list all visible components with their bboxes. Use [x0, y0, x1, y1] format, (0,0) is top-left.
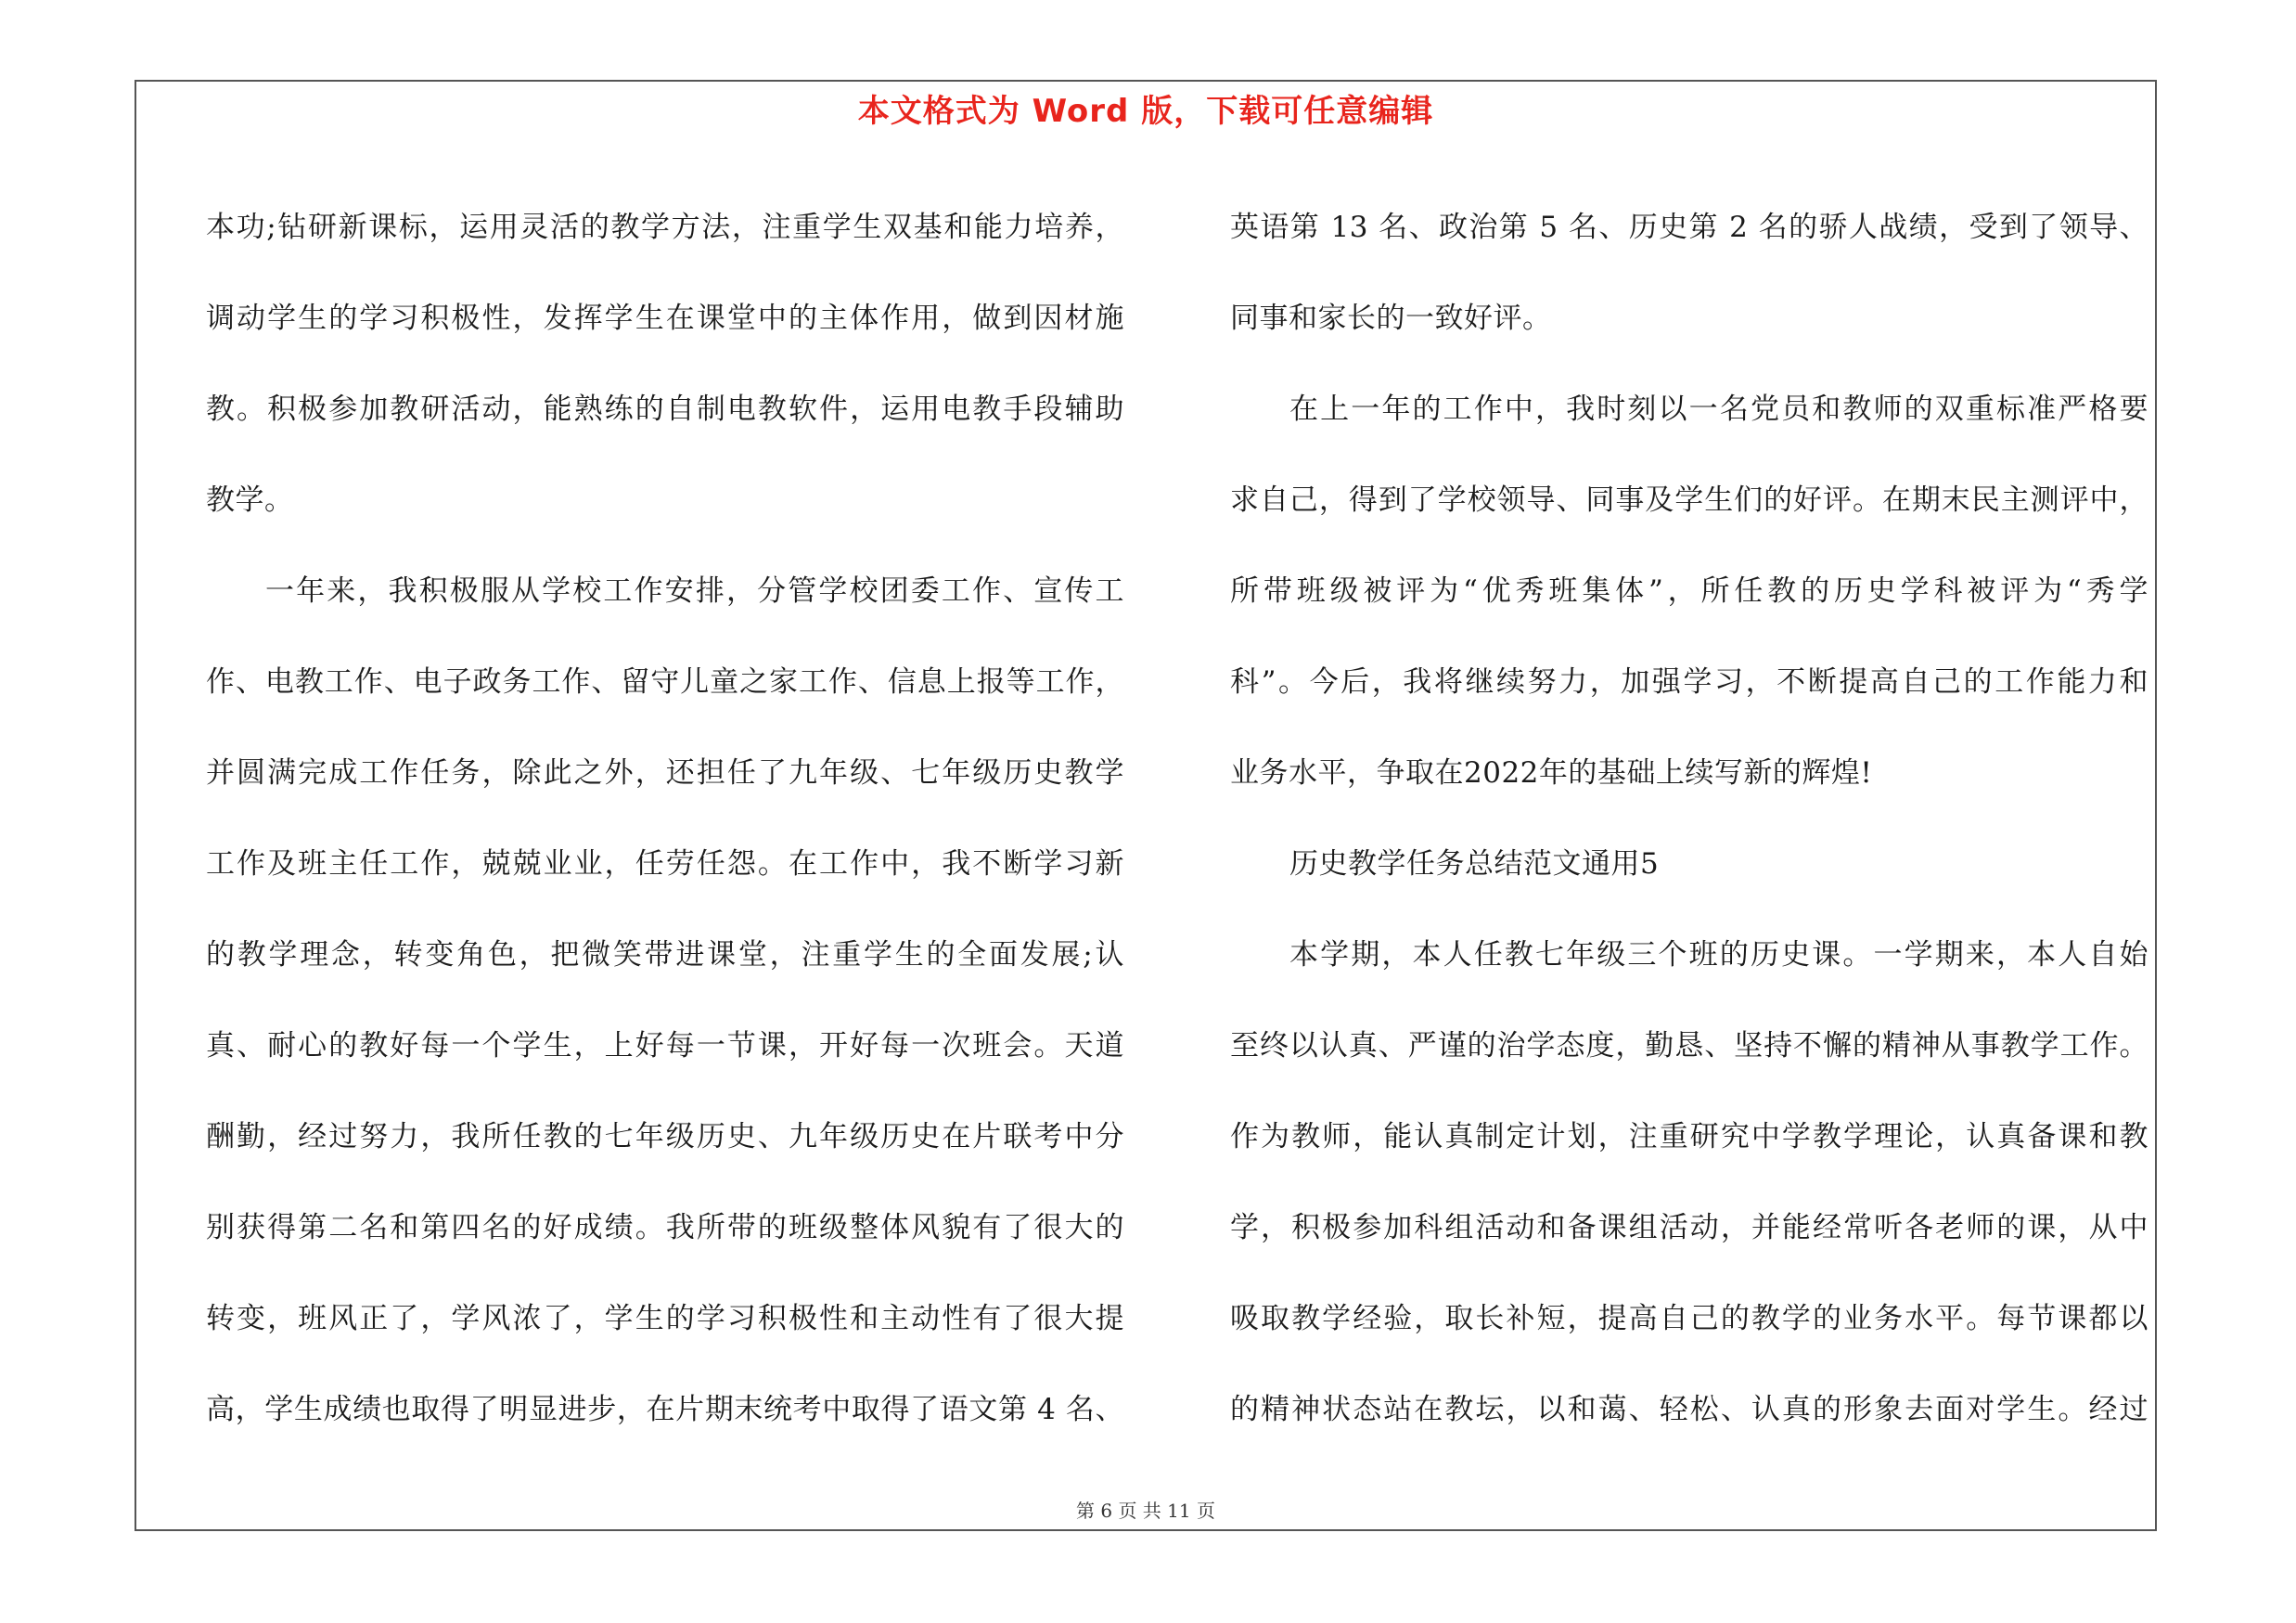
- text-line: 高，学生成绩也取得了明显进步，在片期末统考中取得了语文第 4 名、: [206, 1393, 1124, 1426]
- text-line: 学，积极参加科组活动和备课组活动，并能经常听各老师的课，从中: [1230, 1211, 2148, 1244]
- text-line: 的精神状态站在教坛，以和蔼、轻松、认真的形象去面对学生。经过: [1230, 1393, 2148, 1426]
- text-line: 并圆满完成工作任务，除此之外，还担任了九年级、七年级历史教学: [206, 756, 1124, 790]
- text-line: 作为教师，能认真制定计划，注重研究中学教学理论，认真备课和教: [1230, 1120, 2148, 1153]
- paragraph-start-line: 在上一年的工作中，我时刻以一名党员和教师的双重标准严格要: [1289, 393, 2148, 426]
- document-banner: 本文格式为 Word 版，下载可任意编辑: [857, 93, 1434, 130]
- text-line: 英语第 13 名、政治第 5 名、历史第 2 名的骄人战绩，受到了领导、: [1230, 211, 2148, 244]
- text-line: 作、电教工作、电子政务工作、留守儿童之家工作、信息上报等工作，: [206, 665, 1124, 699]
- text-line: 所带班级被评为“优秀班集体”，所任教的历史学科被评为“秀学: [1230, 574, 2148, 608]
- text-line: 调动学生的学习积极性，发挥学生在课堂中的主体作用，做到因材施: [206, 302, 1124, 335]
- section-heading: 历史教学任务总结范文通用5: [1289, 847, 1660, 881]
- text-line: 的教学理念，转变角色，把微笑带进课堂，注重学生的全面发展;认: [206, 938, 1124, 972]
- text-line: 别获得第二名和第四名的好成绩。我所带的班级整体风貌有了很大的: [206, 1211, 1124, 1244]
- right-column: [1230, 182, 2148, 1455]
- text-line: 业务水平，争取在2022年的基础上续写新的辉煌!: [1230, 756, 1873, 790]
- text-line: 转变，班风正了，学风浓了，学生的学习积极性和主动性有了很大提: [206, 1302, 1124, 1335]
- text-line: 本功;钻研新课标，运用灵活的教学方法，注重学生双基和能力培养，: [206, 211, 1124, 244]
- paragraph-start-line: 本学期，本人任教七年级三个班的历史课。一学期来，本人自始: [1289, 938, 2148, 972]
- text-line: 同事和家长的一致好评。: [1230, 302, 1552, 335]
- text-line: 教。积极参加教研活动，能熟练的自制电教软件，运用电教手段辅助: [206, 393, 1124, 426]
- text-line: 工作及班主任工作，兢兢业业，任劳任怨。在工作中，我不断学习新: [206, 847, 1124, 881]
- paragraph-start-line: 一年来，我积极服从学校工作安排，分管学校团委工作、宣传工: [265, 574, 1124, 608]
- text-line: 酬勤，经过努力，我所任教的七年级历史、九年级历史在片联考中分: [206, 1120, 1124, 1153]
- text-line: 真、耐心的教好每一个学生，上好每一节课，开好每一次班会。天道: [206, 1029, 1124, 1063]
- text-line: 求自己，得到了学校领导、同事及学生们的好评。在期末民主测评中，: [1230, 483, 2148, 517]
- text-line: 至终以认真、严谨的治学态度，勤恳、坚持不懈的精神从事教学工作。: [1230, 1029, 2148, 1063]
- text-line: 吸取教学经验，取长补短，提高自己的教学的业务水平。每节课都以: [1230, 1302, 2148, 1335]
- text-line: 科”。今后，我将继续努力，加强学习，不断提高自己的工作能力和: [1230, 665, 2148, 699]
- left-column: [206, 182, 1124, 1455]
- text-line: 教学。: [206, 483, 294, 517]
- page-number: 第 6 页 共 11 页: [1076, 1500, 1215, 1522]
